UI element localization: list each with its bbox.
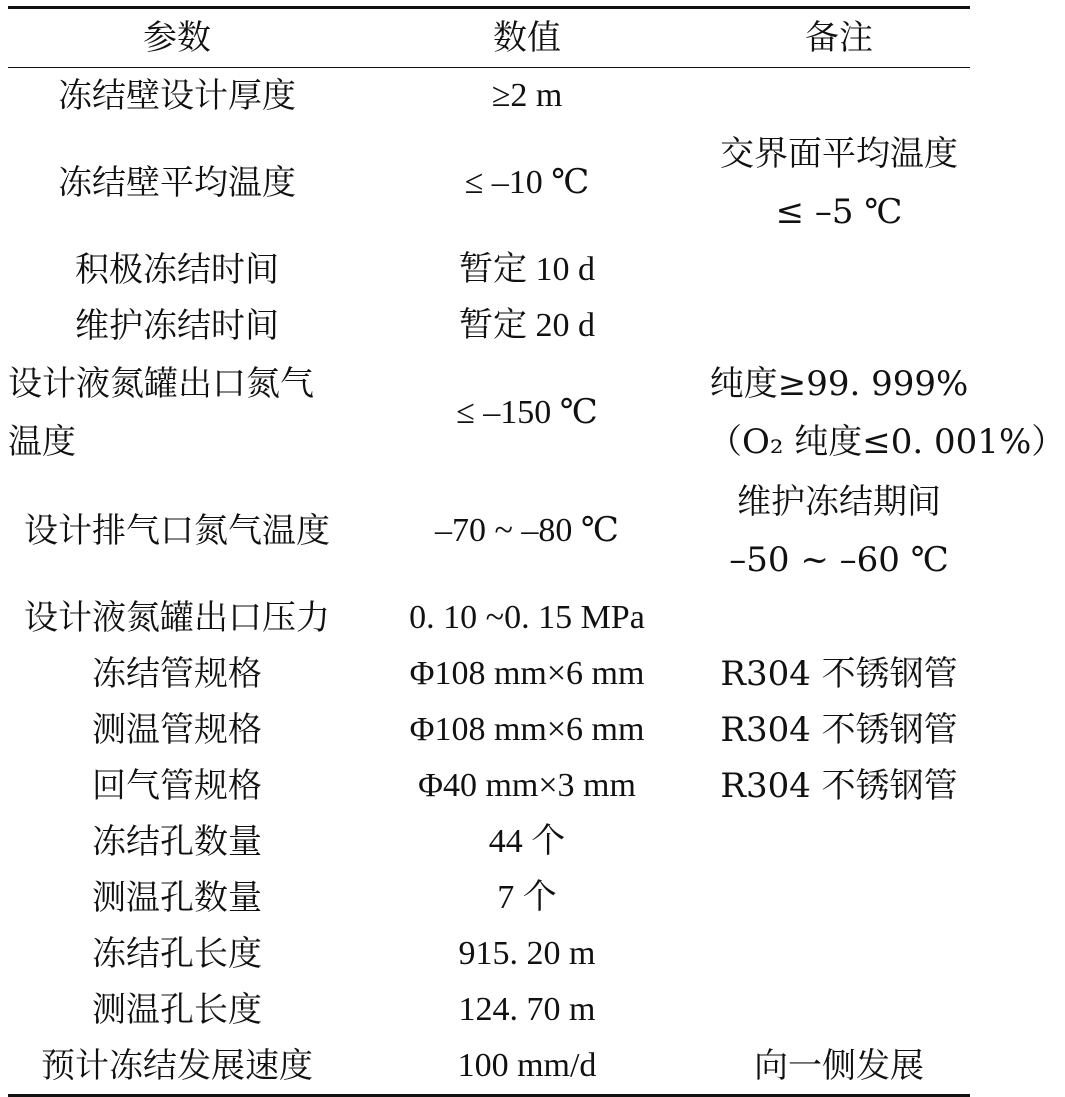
param-cell: 冻结管规格 [92, 654, 262, 694]
value-cell: 暂定 20 d [459, 307, 595, 344]
header-note: 备注 [805, 18, 873, 58]
param-cell: 冻结壁平均温度 [58, 163, 296, 203]
table-row [8, 298, 970, 354]
note-cell [708, 124, 970, 242]
param-cell: 测温孔长度 [92, 990, 262, 1030]
table-row [8, 814, 970, 870]
note-line: 维护冻结期间 [737, 482, 941, 522]
value-cell: 0. 10 ~0. 15 MPa [409, 599, 645, 636]
param-line: 设计液氮罐出口氮气 [8, 364, 314, 404]
header-value: 数值 [493, 18, 561, 58]
value-cell: Φ108 mm×6 mm [409, 655, 645, 692]
note-cell: R304 不锈钢管 [720, 654, 958, 694]
table-row [8, 68, 970, 125]
table-row [8, 926, 970, 982]
note-line: （O₂ 纯度≤0. 001%） [708, 422, 1065, 462]
value-cell: 44 个 [488, 823, 566, 860]
table-header [8, 8, 970, 68]
value-cell: ≤ –10 ℃ [464, 164, 590, 201]
param-cell: 冻结孔数量 [92, 822, 262, 862]
note-line: 纯度≥99. 999% [709, 364, 969, 404]
note-cell [708, 926, 970, 982]
param-cell: 设计液氮罐出口压力 [24, 598, 330, 638]
note-cell [708, 982, 970, 1038]
value-cell: 915. 20 m [458, 935, 596, 972]
freezing-parameter-table [8, 6, 1065, 1097]
note-cell [708, 242, 970, 298]
param-cell [8, 354, 346, 472]
note-cell [708, 68, 970, 125]
param-cell: 回气管规格 [92, 766, 262, 806]
param-cell: 测温管规格 [92, 710, 262, 750]
param-cell: 积极冻结时间 [75, 250, 279, 290]
table-body [8, 68, 1065, 1096]
table-row [8, 702, 970, 758]
table-row [8, 242, 970, 298]
table-row [8, 646, 970, 702]
table-row [8, 472, 970, 590]
parameter-table-container [8, 6, 1065, 1097]
note-line: –50 ~ –60 ℃ [729, 540, 949, 580]
table-row [8, 758, 970, 814]
value-cell: 7 个 [497, 879, 557, 916]
param-cell: 冻结孔长度 [92, 934, 262, 974]
param-cell: 设计排气口氮气温度 [24, 511, 330, 551]
note-cell: 向一侧发展 [754, 1046, 924, 1086]
note-line: 交界面平均温度 [720, 134, 958, 174]
note-cell [708, 870, 970, 926]
table-row [8, 982, 970, 1038]
value-cell: ≥2 m [491, 77, 563, 114]
value-cell: 100 mm/d [457, 1047, 597, 1084]
note-cell: R304 不锈钢管 [720, 766, 958, 806]
param-cell: 维护冻结时间 [75, 306, 279, 346]
param-cell: 冻结壁设计厚度 [58, 76, 296, 116]
note-cell [708, 298, 970, 354]
note-cell: R304 不锈钢管 [720, 710, 958, 750]
table-row [8, 1038, 970, 1096]
value-cell: 暂定 10 d [459, 251, 595, 288]
value-cell: 124. 70 m [458, 991, 596, 1028]
note-cell [708, 814, 970, 870]
header-row [8, 8, 970, 68]
param-cell: 测温孔数量 [92, 878, 262, 918]
note-line: ≤ –5 ℃ [775, 192, 903, 232]
table-row [8, 354, 970, 472]
param-line: 温度 [8, 422, 76, 462]
note-cell [708, 472, 970, 590]
value-cell: ≤ –150 ℃ [456, 394, 598, 431]
param-cell: 预计冻结发展速度 [41, 1046, 313, 1086]
table-row [8, 124, 970, 242]
note-cell [708, 354, 1065, 472]
value-cell: –70 ~ –80 ℃ [435, 512, 619, 549]
header-param: 参数 [143, 18, 211, 58]
value-cell: Φ108 mm×6 mm [409, 711, 645, 748]
note-cell [708, 590, 970, 646]
table-row [8, 590, 970, 646]
value-cell: Φ40 mm×3 mm [418, 767, 636, 804]
table-row [8, 870, 970, 926]
